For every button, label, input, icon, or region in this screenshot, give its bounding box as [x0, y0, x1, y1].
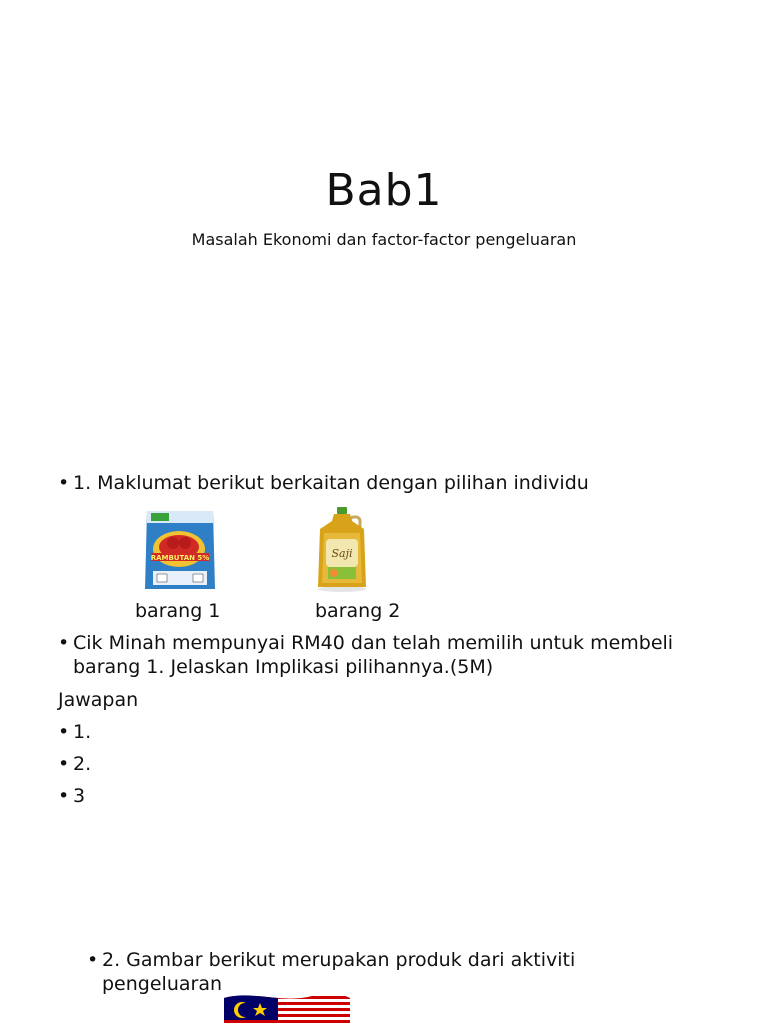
bullet-marker: • — [58, 632, 70, 654]
product-2-caption: barang 2 — [315, 600, 401, 622]
answer-item — [58, 752, 91, 776]
cooking-oil-bottle-icon — [312, 505, 372, 593]
scenario-line-1: Cik Minah mempunyai RM40 dan telah memilih untuk membeli — [73, 632, 674, 654]
product-1-caption: barang 1 — [135, 600, 221, 622]
question-2 — [87, 948, 575, 996]
bullet-marker: • — [87, 949, 99, 971]
svg-text:Saji: Saji — [331, 547, 353, 560]
question-2-line-1: 2. Gambar berikut merupakan produk dari aktiviti — [102, 949, 576, 971]
slide-title: Bab1 — [325, 165, 443, 216]
answer-item — [58, 720, 91, 744]
rice-bag-icon — [143, 509, 217, 591]
question-2-line-2: pengeluaran — [102, 973, 223, 995]
slide-subtitle: Masalah Ekonomi dan factor-factor pengeluaran — [191, 230, 577, 249]
question-1-text: 1. Maklumat berikut berkaitan dengan pilihan individu — [73, 472, 589, 494]
answer-label: Jawapan — [58, 689, 139, 711]
answer-item-text: 2. — [73, 753, 92, 775]
malaysia-flag-icon — [222, 990, 352, 1024]
bullet-marker: • — [58, 785, 70, 807]
svg-text:RAMBUTAN 5%: RAMBUTAN 5% — [150, 554, 210, 562]
bullet-marker: • — [58, 753, 70, 775]
answer-item-text: 1. — [73, 721, 92, 743]
bullet-marker: • — [58, 721, 70, 743]
scenario-question — [58, 631, 673, 679]
bullet-marker: • — [58, 472, 70, 494]
answer-item — [58, 784, 85, 808]
answer-item-text: 3 — [73, 785, 86, 807]
question-1 — [58, 471, 589, 495]
scenario-line-2: barang 1. Jelaskan Implikasi pilihannya.(5M) — [73, 656, 494, 678]
